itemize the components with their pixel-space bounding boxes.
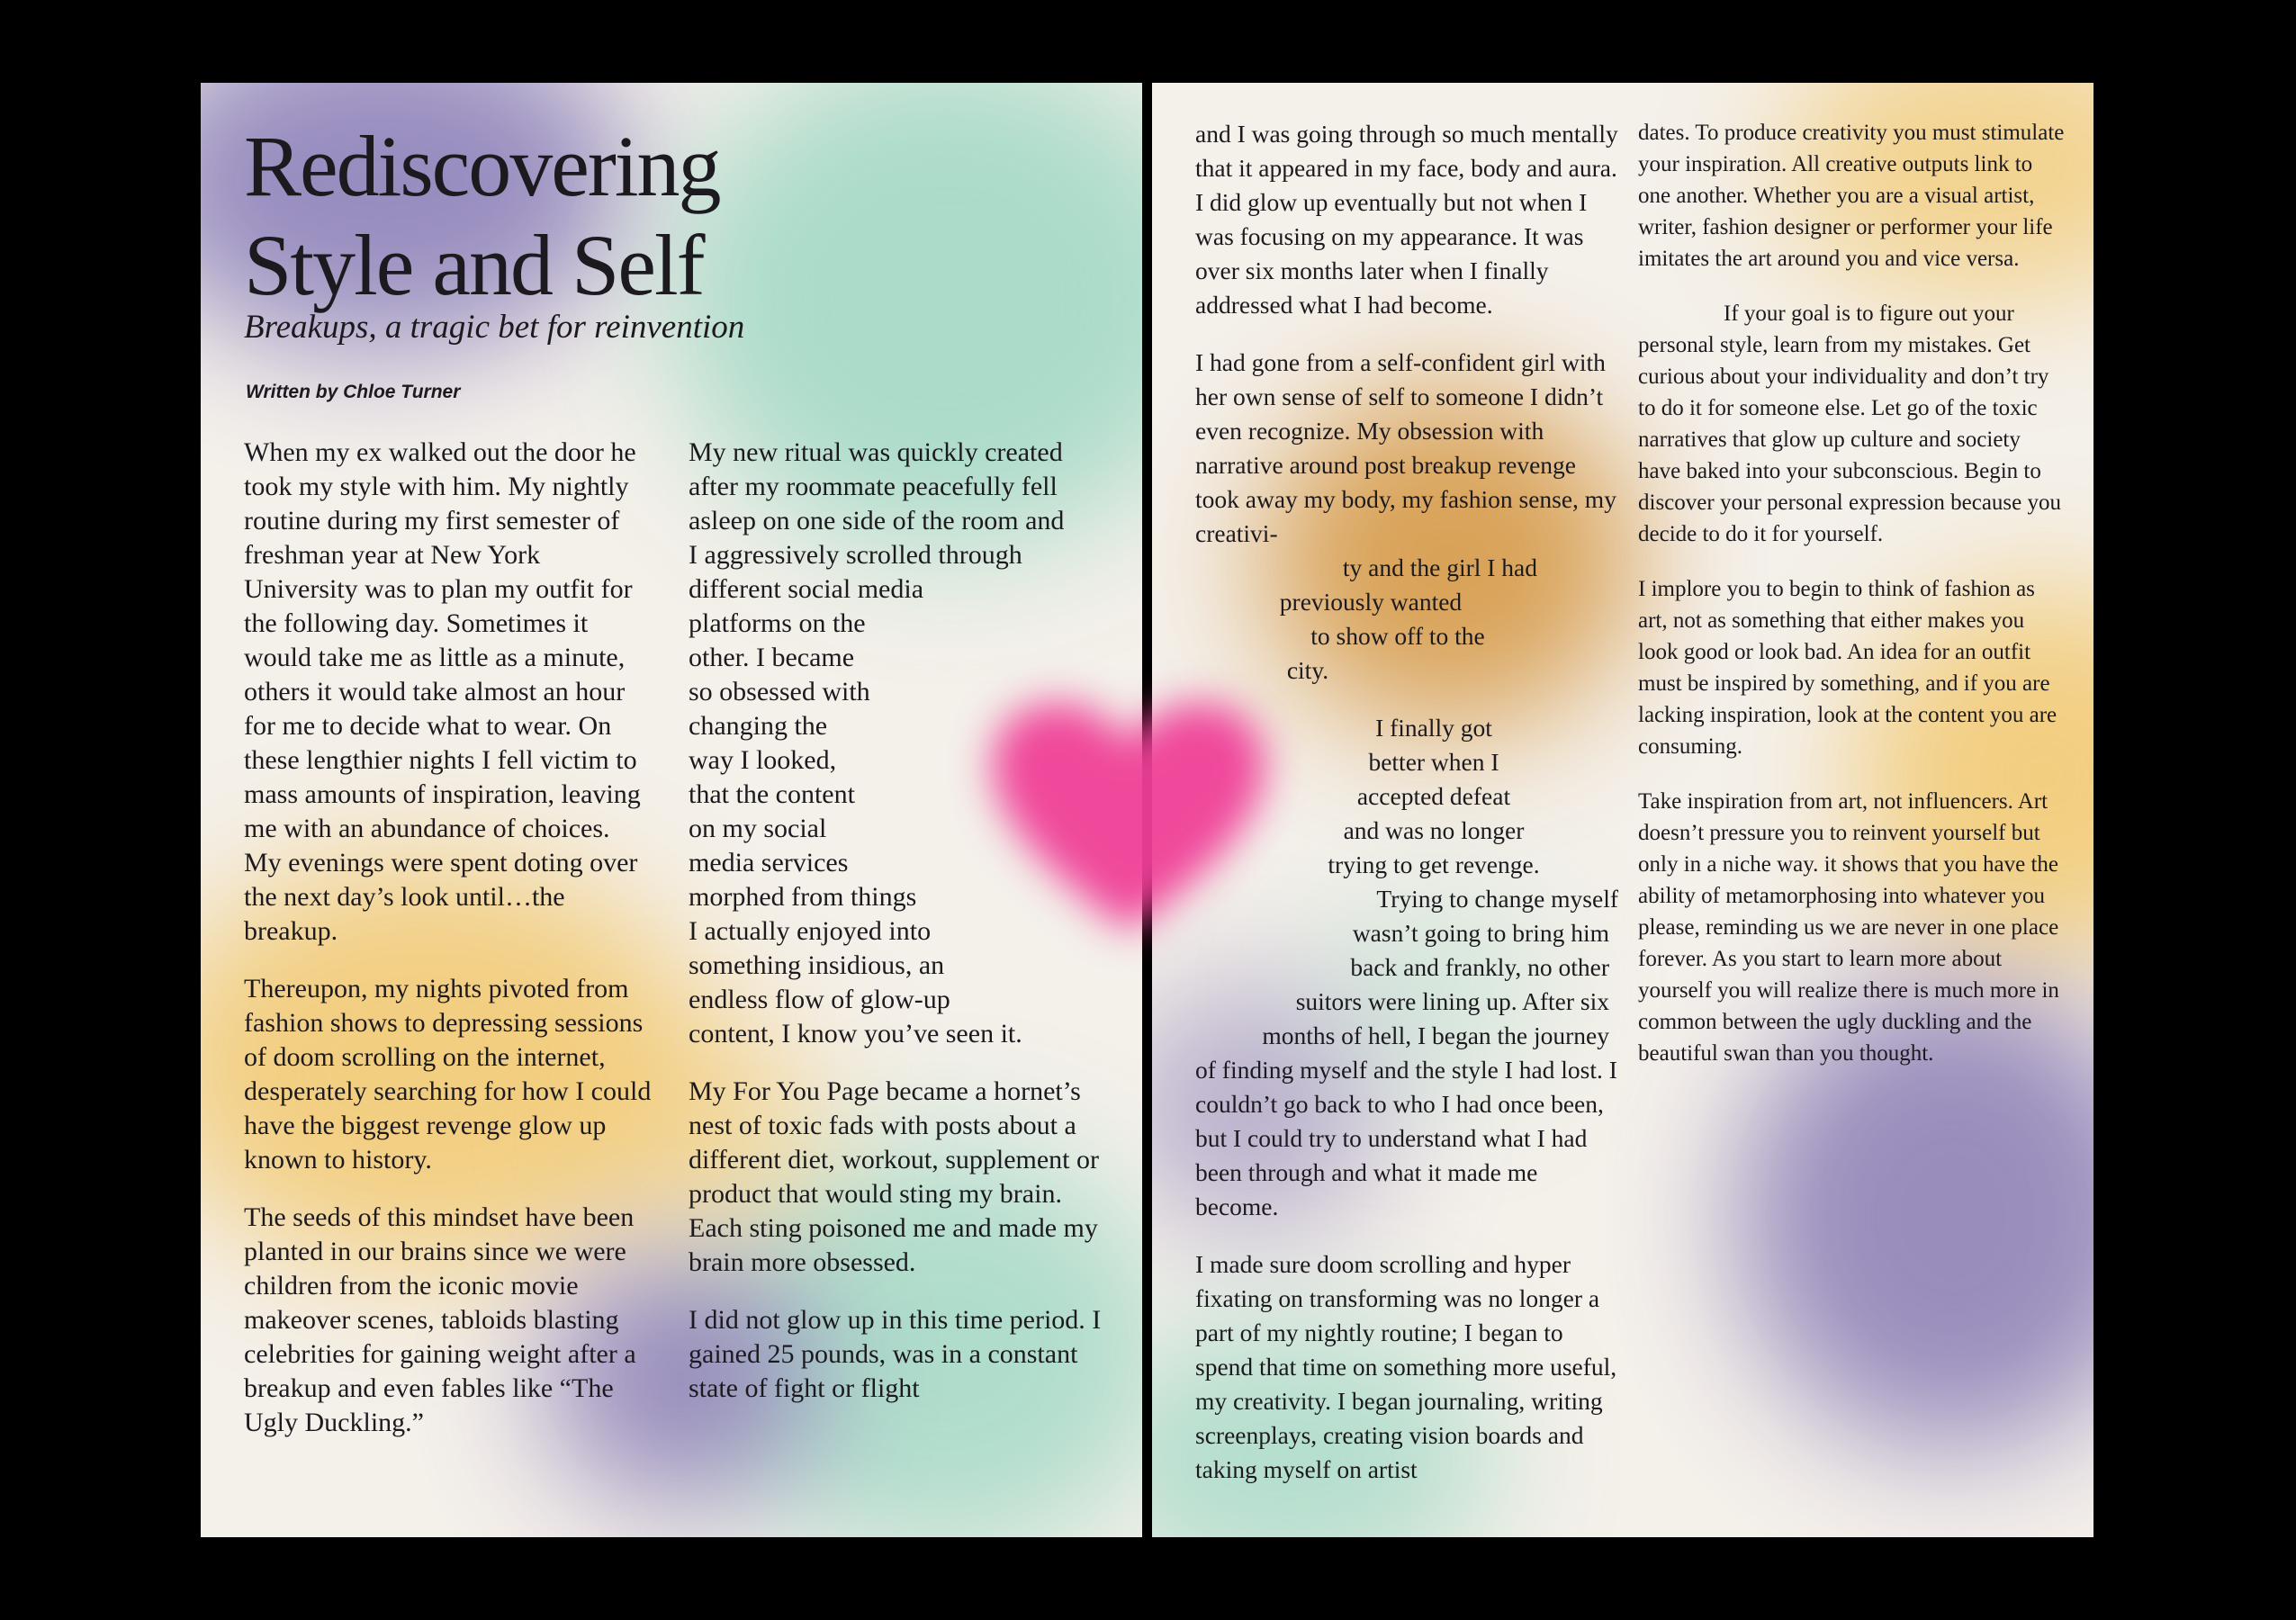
article-title	[244, 117, 720, 315]
text-line: and was no longer	[1343, 816, 1525, 844]
paragraph: When my ex walked out the door he took my style with him. My nightly routine during my first semester of freshman year at New York University was to plan my outfit for the following day. Sometimes it would take me as little as a minute, others it would take almost an hour for me to decide what to wear. On these lengthier nights I fell victim to mass amounts of inspiration, leaving me with an abundance of choices. My evenings were spent doting over the next day’s look until…the breakup.	[244, 437, 641, 946]
paragraph: I implore you to begin to think of fashion as art, not as something that either makes you look good or look bad. An idea for an outfit must be inspired by something, and if you are lacking inspiration, look at the content you are consuming.	[1638, 577, 2057, 759]
paragraph: My For You Page became a hornet’s nest of toxic fads with posts about a different diet, workout, supplement or product that would sting my brain. Each sting poisoned me and made my brain more obsessed.	[689, 1076, 1100, 1277]
paragraph: I made sure doom scrolling and hyper fixating on transforming was no longer a part of my nightly routine; I began to spend that time on something more useful, my creativity. I began journaling, writing screenplays, creating vision boards and taking myself on artist	[1195, 1250, 1617, 1483]
text-line: wasn’t going to bring him	[1352, 919, 1609, 947]
text-line: so obsessed with	[689, 677, 870, 706]
text-line: something insidious, an	[689, 950, 945, 980]
paragraph-text: I had gone from a self-confident girl with her own sense of self to someone I didn’t even recognize. My obsession with narrative around post breakup revenge took away my body, my fashion sense, my creativi-	[1195, 348, 1616, 547]
paragraph: and I was going through so much mentally that it appeared in my face, body and aura. I did glow up eventually but not when I was focusing on my appearance. It was over six months later when I finally addressed what I had become.	[1195, 120, 1618, 319]
right-page	[1152, 83, 2093, 1537]
text-line: different social media	[689, 574, 924, 604]
text-line: accepted defeat	[1356, 782, 1511, 810]
article-byline: Written by Chloe Turner	[246, 382, 461, 402]
paragraph: dates. To produce creativity you must stimulate your inspiration. All creative outputs link to one another. Whether you are a visual artist, writer, fashion designer or performer your life imitates the art around you and vice versa.	[1638, 121, 2065, 271]
text-line: that the content	[689, 779, 855, 809]
paragraph: Take inspiration from art, not influencers. Art doesn’t pressure you to reinvent yourself but only in a niche way. it shows that you have the ability of metamorphosing into whatever you please, reminding us we are never in one place forever. As you start to learn more about yourself you will realize there is much more in common between the ugly duckling and the beautiful swan than you thought.	[1638, 789, 2059, 1066]
paragraph: Thereupon, my nights pivoted from fashion shows to depressing sessions of doom scrolling on the internet, desperately searching for how I could have the biggest revenge glow up known to history.	[244, 974, 652, 1174]
text-line: changing the	[689, 711, 828, 741]
text-line: I aggressively scrolled through	[689, 540, 1022, 570]
paragraph: I did not glow up in this time period. I gained 25 pounds, was in a constant state of fight or flight	[689, 1305, 1102, 1403]
text-line: back and frankly, no other	[1350, 953, 1609, 981]
text-line: previously wanted	[1279, 588, 1463, 616]
text-line: months of hell, I began the journey	[1262, 1022, 1609, 1049]
text-line: I actually enjoyed into	[689, 916, 932, 946]
text-line: on my social	[689, 814, 827, 843]
text-line: endless flow of glow-up	[689, 985, 950, 1014]
text-line: to show off to the	[1310, 622, 1485, 650]
text-line: way I looked,	[689, 745, 837, 775]
text-line: platforms on the	[689, 608, 866, 638]
shaped-text-tail	[1195, 551, 1537, 688]
text-line: I finally got	[1375, 714, 1492, 742]
text-line: asleep on one side of the room and	[689, 506, 1065, 536]
paragraph: The seeds of this mindset have been planted in our brains since we were children from the iconic movie makeover scenes, tabloids blasting celebrities for gaining weight after a breakup and even fables like “The Ugly Duckling.”	[244, 1202, 636, 1437]
title-line-2: Style and Self	[244, 217, 704, 313]
text-line: content, I know you’ve seen it.	[689, 1019, 1022, 1048]
text-line: other. I became	[689, 643, 855, 672]
text-line: better when I	[1368, 748, 1499, 776]
text-line: ty and the girl I had	[1342, 554, 1537, 581]
text-line: trying to get revenge.	[1328, 850, 1540, 878]
title-line-1: Rediscovering	[244, 118, 720, 214]
heart-icon	[976, 670, 1282, 940]
text-line: morphed from things	[689, 882, 917, 912]
text-line: media services	[689, 848, 849, 878]
text-line: My new ritual was quickly created	[689, 437, 1063, 467]
right-column-2	[1638, 117, 2066, 1093]
paragraph: If your goal is to figure out your personal style, learn from my mistakes. Get curious about your individuality and don’t try to do it for someone else. Let go of the toxic narratives that glow up culture and society have baked into your subconscious. Begin to discover your personal expression because you decide to do it for yourself.	[1638, 302, 2061, 546]
left-column-1	[244, 436, 653, 1463]
text-line: suitors were lining up. After six	[1295, 987, 1609, 1015]
paragraph-text: of finding myself and the style I had lost. I couldn’t go back to who I had once been, but I could try to understand what I had been through and what it made me become.	[1195, 1056, 1617, 1220]
heart-shape	[993, 703, 1265, 932]
text-line: after my roommate peacefully fell	[689, 472, 1058, 501]
paragraph	[1195, 346, 1618, 688]
text-line: city.	[1286, 656, 1329, 684]
text-line: Trying to change myself	[1376, 885, 1618, 913]
article-subtitle: Breakups, a tragic bet for reinvention	[244, 309, 745, 346]
